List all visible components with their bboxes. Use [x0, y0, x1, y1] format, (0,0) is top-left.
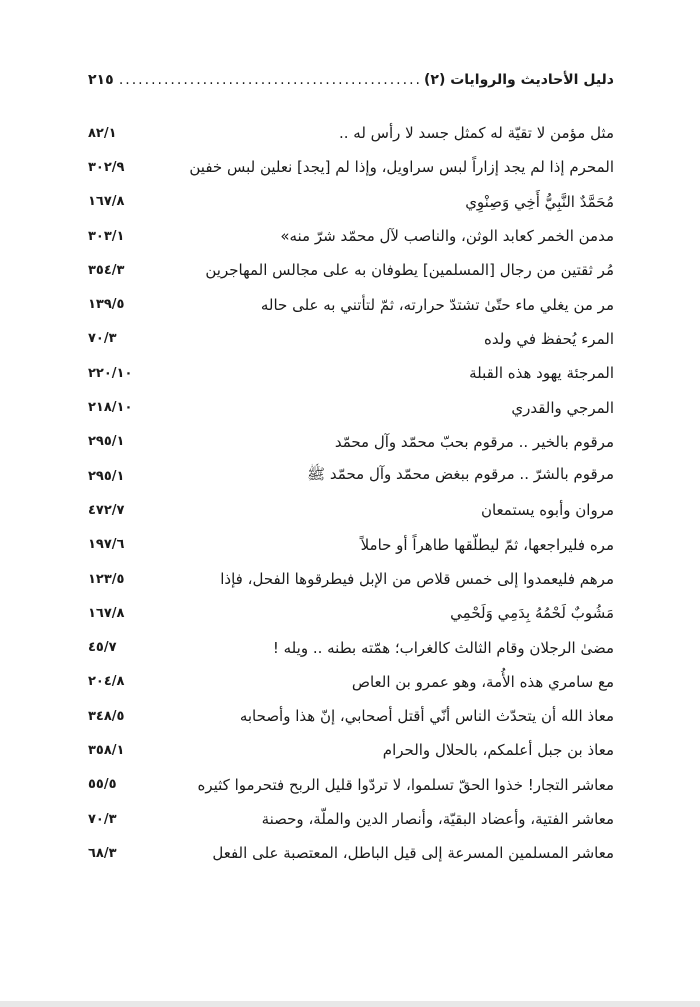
entry-reference: ١٢٣/٥	[88, 571, 125, 587]
index-entry	[88, 493, 614, 527]
entry-reference: ١٩٧/٦	[88, 537, 125, 553]
index-entry	[88, 116, 614, 150]
entry-text: مضىٰ الرجلان وقام الثالث كالغراب؛ همّته بطنه .. ويله !	[272, 638, 614, 657]
index-entry	[88, 219, 614, 253]
entry-text: مَشُوبٌ لَحْمُهُ بِدَمِي وَلَحْمِي	[450, 604, 614, 623]
entry-reference: ٢٩٥/١	[88, 434, 125, 450]
book-title: دليل الأحاديث والروايات (٢)	[423, 72, 614, 88]
entry-reference: ٣٤٨/٥	[88, 708, 125, 724]
entry-reference: ٣٥٤/٣	[88, 262, 125, 278]
index-entry	[88, 390, 614, 424]
entry-text: المرجي والقدري	[511, 398, 614, 417]
entry-reference: ٢٢٠/١٠	[88, 365, 133, 381]
entry-reference: ٤٧٢/٧	[88, 502, 125, 518]
entry-reference: ٣٠٣/١	[88, 228, 125, 244]
index-entry	[88, 459, 614, 493]
entry-reference: ١٦٧/٨	[88, 605, 125, 621]
index-entry	[88, 356, 614, 390]
entry-text: مدمن الخمر كعابد الوثن، والناصب لآل محمّد شرّ منه»	[280, 227, 614, 246]
entry-reference: ٢٩٥/١	[88, 468, 125, 484]
entry-reference: ٤٥/٧	[88, 640, 117, 656]
entry-reference: ٣٥٨/١	[88, 742, 125, 758]
entry-text: معاذ الله أن يتحدّث الناس أنّي أقتل أصحابي، إنّ هذا وأصحابه	[239, 707, 614, 726]
entry-text: المرجئة يهود هذه القبلة	[469, 364, 614, 383]
index-entry	[88, 253, 614, 287]
entry-text: مع سامري هذه الأُمة، وهو عمرو بن العاص	[351, 672, 614, 691]
index-entry	[88, 699, 614, 733]
index-entry	[88, 733, 614, 767]
page-edge	[0, 1001, 700, 1007]
index-entry	[88, 185, 614, 219]
index-entry	[88, 322, 614, 356]
index-entry	[88, 630, 614, 664]
entry-text: مُر ثقتين من رجال [المسلمين] يطوفان به على مجالس المهاجرين	[205, 261, 614, 280]
entry-reference: ٨٢/١	[88, 125, 117, 141]
index-entry	[88, 596, 614, 630]
entry-reference: ٢٠٤/٨	[88, 674, 125, 690]
entry-reference: ١٦٧/٨	[88, 194, 125, 210]
index-entry	[88, 150, 614, 184]
entry-reference: ٧٠/٣	[88, 331, 117, 347]
index-entry	[88, 768, 614, 802]
entry-text: مره فليراجعها، ثمّ ليطلّقها طاهراً أو حاملاً	[360, 535, 614, 554]
entry-text: معاذ بن جبل أعلمكم، بالحلال والحرام	[382, 741, 614, 760]
entry-reference: ٥٥/٥	[88, 777, 117, 793]
entry-text: المرء يُحفظ في ولده	[484, 329, 614, 348]
leader-dots	[116, 72, 422, 88]
entry-text: معاشر الفتية، وأعضاد البقيّة، وأنصار الدين والملّة، وحصنة	[261, 810, 614, 829]
index-entry	[88, 665, 614, 699]
running-header	[88, 72, 614, 94]
entry-reference: ٦٨/٣	[88, 845, 117, 861]
index-entry	[88, 287, 614, 321]
index-entry	[88, 802, 614, 836]
entry-text: مثل مؤمن لا تقيّة له كمثل جسد لا رأس له ..	[339, 124, 614, 143]
index-entry	[88, 836, 614, 870]
entry-text: المحرم إذا لم يجد إزاراً لبس سراويل، وإذا لم [يجد] نعلين لبس خفين	[189, 158, 614, 177]
index-entry	[88, 425, 614, 459]
entry-text: مرهم فليعمدوا إلى خمس قلاص من الإبل فيطرقوها الفحل، فإذا	[220, 570, 614, 588]
entry-text: معاشر التجار! خذوا الحقّ تسلموا، لا تردّوا قليل الربح فتحرموا كثيره	[197, 775, 614, 794]
entry-text: مروان وأبوه يستمعان	[480, 501, 614, 520]
index-list	[88, 116, 614, 871]
page-number: ٢١٥	[88, 72, 114, 88]
index-entry	[88, 562, 614, 596]
entry-reference: ٧٠/٣	[88, 811, 117, 827]
index-entry	[88, 528, 614, 562]
entry-text: معاشر المسلمين المسرعة إلى قيل الباطل، المعتصبة على الفعل	[212, 844, 614, 863]
entry-text: مرقوم بالخير .. مرقوم بحبّ محمّد وآل محمّد	[334, 432, 614, 451]
entry-reference: ٣٠٢/٩	[88, 159, 125, 175]
entry-text: مرقوم بالشرّ .. مرقوم ببغض محمّد وآل محمّد ﷺ	[307, 465, 614, 484]
entry-text: مر من يغلي ماء حتّىٰ تشتدّ حرارته، ثمّ لتأتني به على حاله	[260, 295, 614, 314]
entry-text: مُحَمَّدٌ النَّبِيُّ أَخِي وَصِنْوِي	[465, 192, 614, 211]
entry-reference: ٢١٨/١٠	[88, 400, 133, 416]
entry-reference: ١٣٩/٥	[88, 297, 125, 313]
